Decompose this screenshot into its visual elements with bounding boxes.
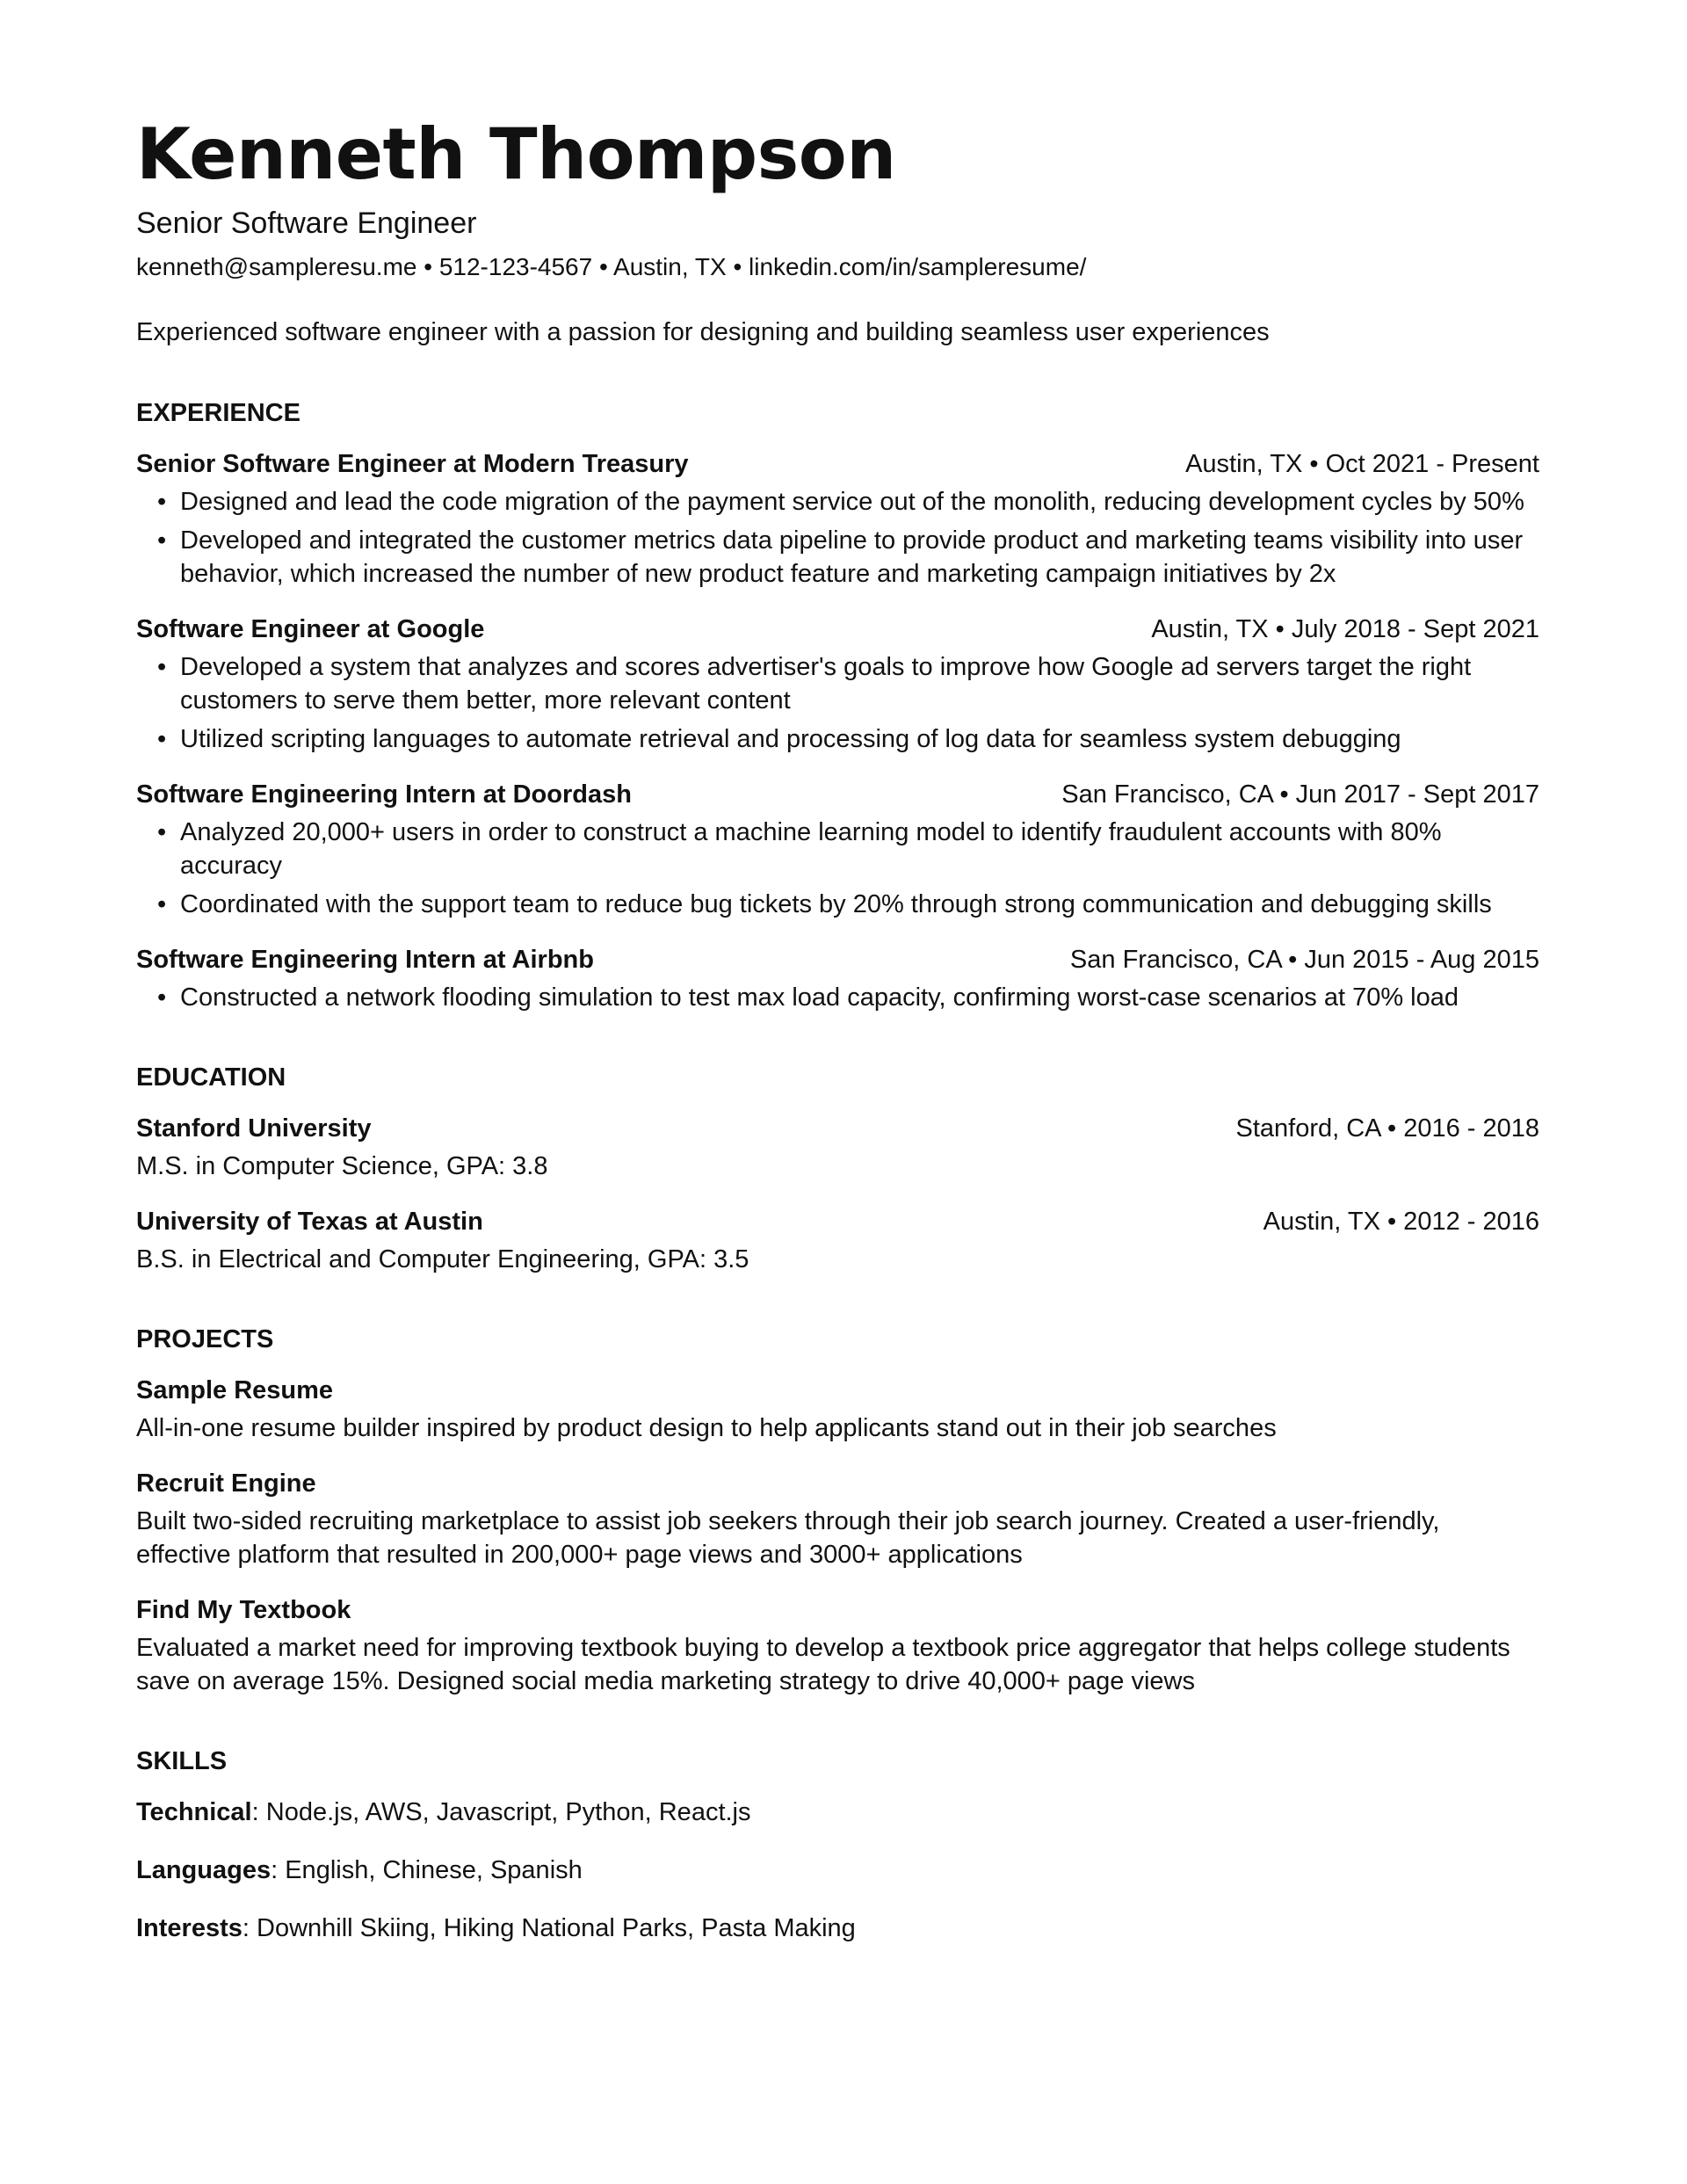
candidate-role: Senior Software Engineer — [136, 207, 477, 240]
skill-value: English, Chinese, Spanish — [285, 1856, 583, 1884]
school-name: University of Texas at Austin — [136, 1208, 483, 1236]
job-bullet: • Designed and lead the code migration of the payment service out of the monolith, reducing development cycles by 50% — [136, 485, 1539, 519]
summary: Experienced software engineer with a passion for designing and building seamless user experiences — [136, 318, 1270, 346]
job-meta: San Francisco, CA • Jun 2017 - Sept 2017 — [1061, 780, 1539, 809]
education-entry — [136, 1111, 1539, 1183]
degree: M.S. in Computer Science, GPA: 3.8 — [136, 1152, 548, 1180]
education-entry — [136, 1204, 1539, 1276]
candidate-name: Kenneth Thompson — [136, 113, 896, 195]
project-entry — [136, 1593, 1539, 1698]
job-bullet: • Constructed a network flooding simulation to test max load capacity, confirming worst-case scenarios at 70% load — [136, 981, 1539, 1014]
school-meta: Stanford, CA • 2016 - 2018 — [1235, 1114, 1539, 1143]
project-entry — [136, 1373, 1539, 1445]
bullet-icon: • — [157, 890, 167, 918]
skill-row: Interests: Downhill Skiing, Hiking National Parks, Pasta Making — [136, 1914, 856, 1942]
school-meta: Austin, TX • 2012 - 2016 — [1263, 1208, 1539, 1236]
project-desc: Built two-sided recruiting marketplace to assist job seekers through their job search journey. Created a user-friendly, effective platform that resulted in 200,000+ page views and 3000+ applications — [136, 1507, 1440, 1569]
job-bullet: • Developed and integrated the customer metrics data pipeline to provide product and marketing teams visibility into user behavior, which increased the number of new product feature and marketing campaign initiatives by 2x — [136, 524, 1539, 591]
experience-entry — [136, 446, 1539, 591]
job-title: Senior Software Engineer at Modern Treasury — [136, 450, 689, 478]
job-meta: Austin, TX • Oct 2021 - Present — [1185, 450, 1539, 478]
job-meta: Austin, TX • July 2018 - Sept 2021 — [1151, 615, 1539, 643]
school-name: Stanford University — [136, 1114, 372, 1143]
contact-line: kenneth@sampleresu.me • 512-123-4567 • Austin, TX • linkedin.com/in/sampleresume/ — [136, 253, 1087, 280]
bullet-icon: • — [157, 725, 167, 753]
project-entry — [136, 1466, 1539, 1571]
job-bullet: • Analyzed 20,000+ users in order to construct a machine learning model to identify fraudulent accounts with 80% accuracy — [136, 816, 1539, 882]
skill-row: Technical: Node.js, AWS, Javascript, Python, React.js — [136, 1798, 751, 1826]
project-desc: All-in-one resume builder inspired by product design to help applicants stand out in their job searches — [136, 1414, 1277, 1442]
job-title: Software Engineering Intern at Airbnb — [136, 946, 594, 974]
projects-heading: PROJECTS — [136, 1325, 274, 1353]
project-desc: Evaluated a market need for improving textbook buying to develop a textbook price aggregator that helps college students save on average 15%. Designed social media marketing strategy to drive 40,000+ page views — [136, 1634, 1510, 1695]
skill-row: Languages: English, Chinese, Spanish — [136, 1856, 583, 1884]
job-bullet: • Developed a system that analyzes and scores advertiser's goals to improve how Google ad servers target the right customers to serve them better, more relevant content — [136, 650, 1539, 717]
skill-label: Languages — [136, 1856, 272, 1884]
project-name: Find My Textbook — [136, 1596, 351, 1624]
skill-label: Interests — [136, 1914, 243, 1942]
job-title: Software Engineering Intern at Doordash — [136, 780, 632, 809]
bullet-icon: • — [157, 488, 167, 516]
degree: B.S. in Electrical and Computer Engineering, GPA: 3.5 — [136, 1245, 749, 1273]
job-bullet: • Coordinated with the support team to reduce bug tickets by 20% through strong communication and debugging skills — [136, 888, 1539, 921]
bullet-icon: • — [157, 653, 167, 681]
experience-entry — [136, 612, 1539, 756]
project-name: Recruit Engine — [136, 1469, 316, 1498]
job-bullet: • Utilized scripting languages to automate retrieval and processing of log data for seamless system debugging — [136, 722, 1539, 756]
experience-heading: EXPERIENCE — [136, 399, 300, 427]
job-title: Software Engineer at Google — [136, 615, 485, 643]
skills-heading: SKILLS — [136, 1747, 228, 1775]
experience-entry — [136, 777, 1539, 921]
skill-value: Downhill Skiing, Hiking National Parks, Pasta Making — [257, 1914, 856, 1942]
skill-label: Technical — [136, 1798, 252, 1826]
skill-value: Node.js, AWS, Javascript, Python, React.js — [265, 1798, 751, 1826]
experience-entry — [136, 942, 1539, 1014]
bullet-icon: • — [157, 526, 167, 555]
project-name: Sample Resume — [136, 1376, 334, 1404]
bullet-icon: • — [157, 983, 167, 1012]
bullet-icon: • — [157, 818, 167, 846]
job-meta: San Francisco, CA • Jun 2015 - Aug 2015 — [1069, 946, 1539, 974]
education-heading: EDUCATION — [136, 1063, 286, 1092]
